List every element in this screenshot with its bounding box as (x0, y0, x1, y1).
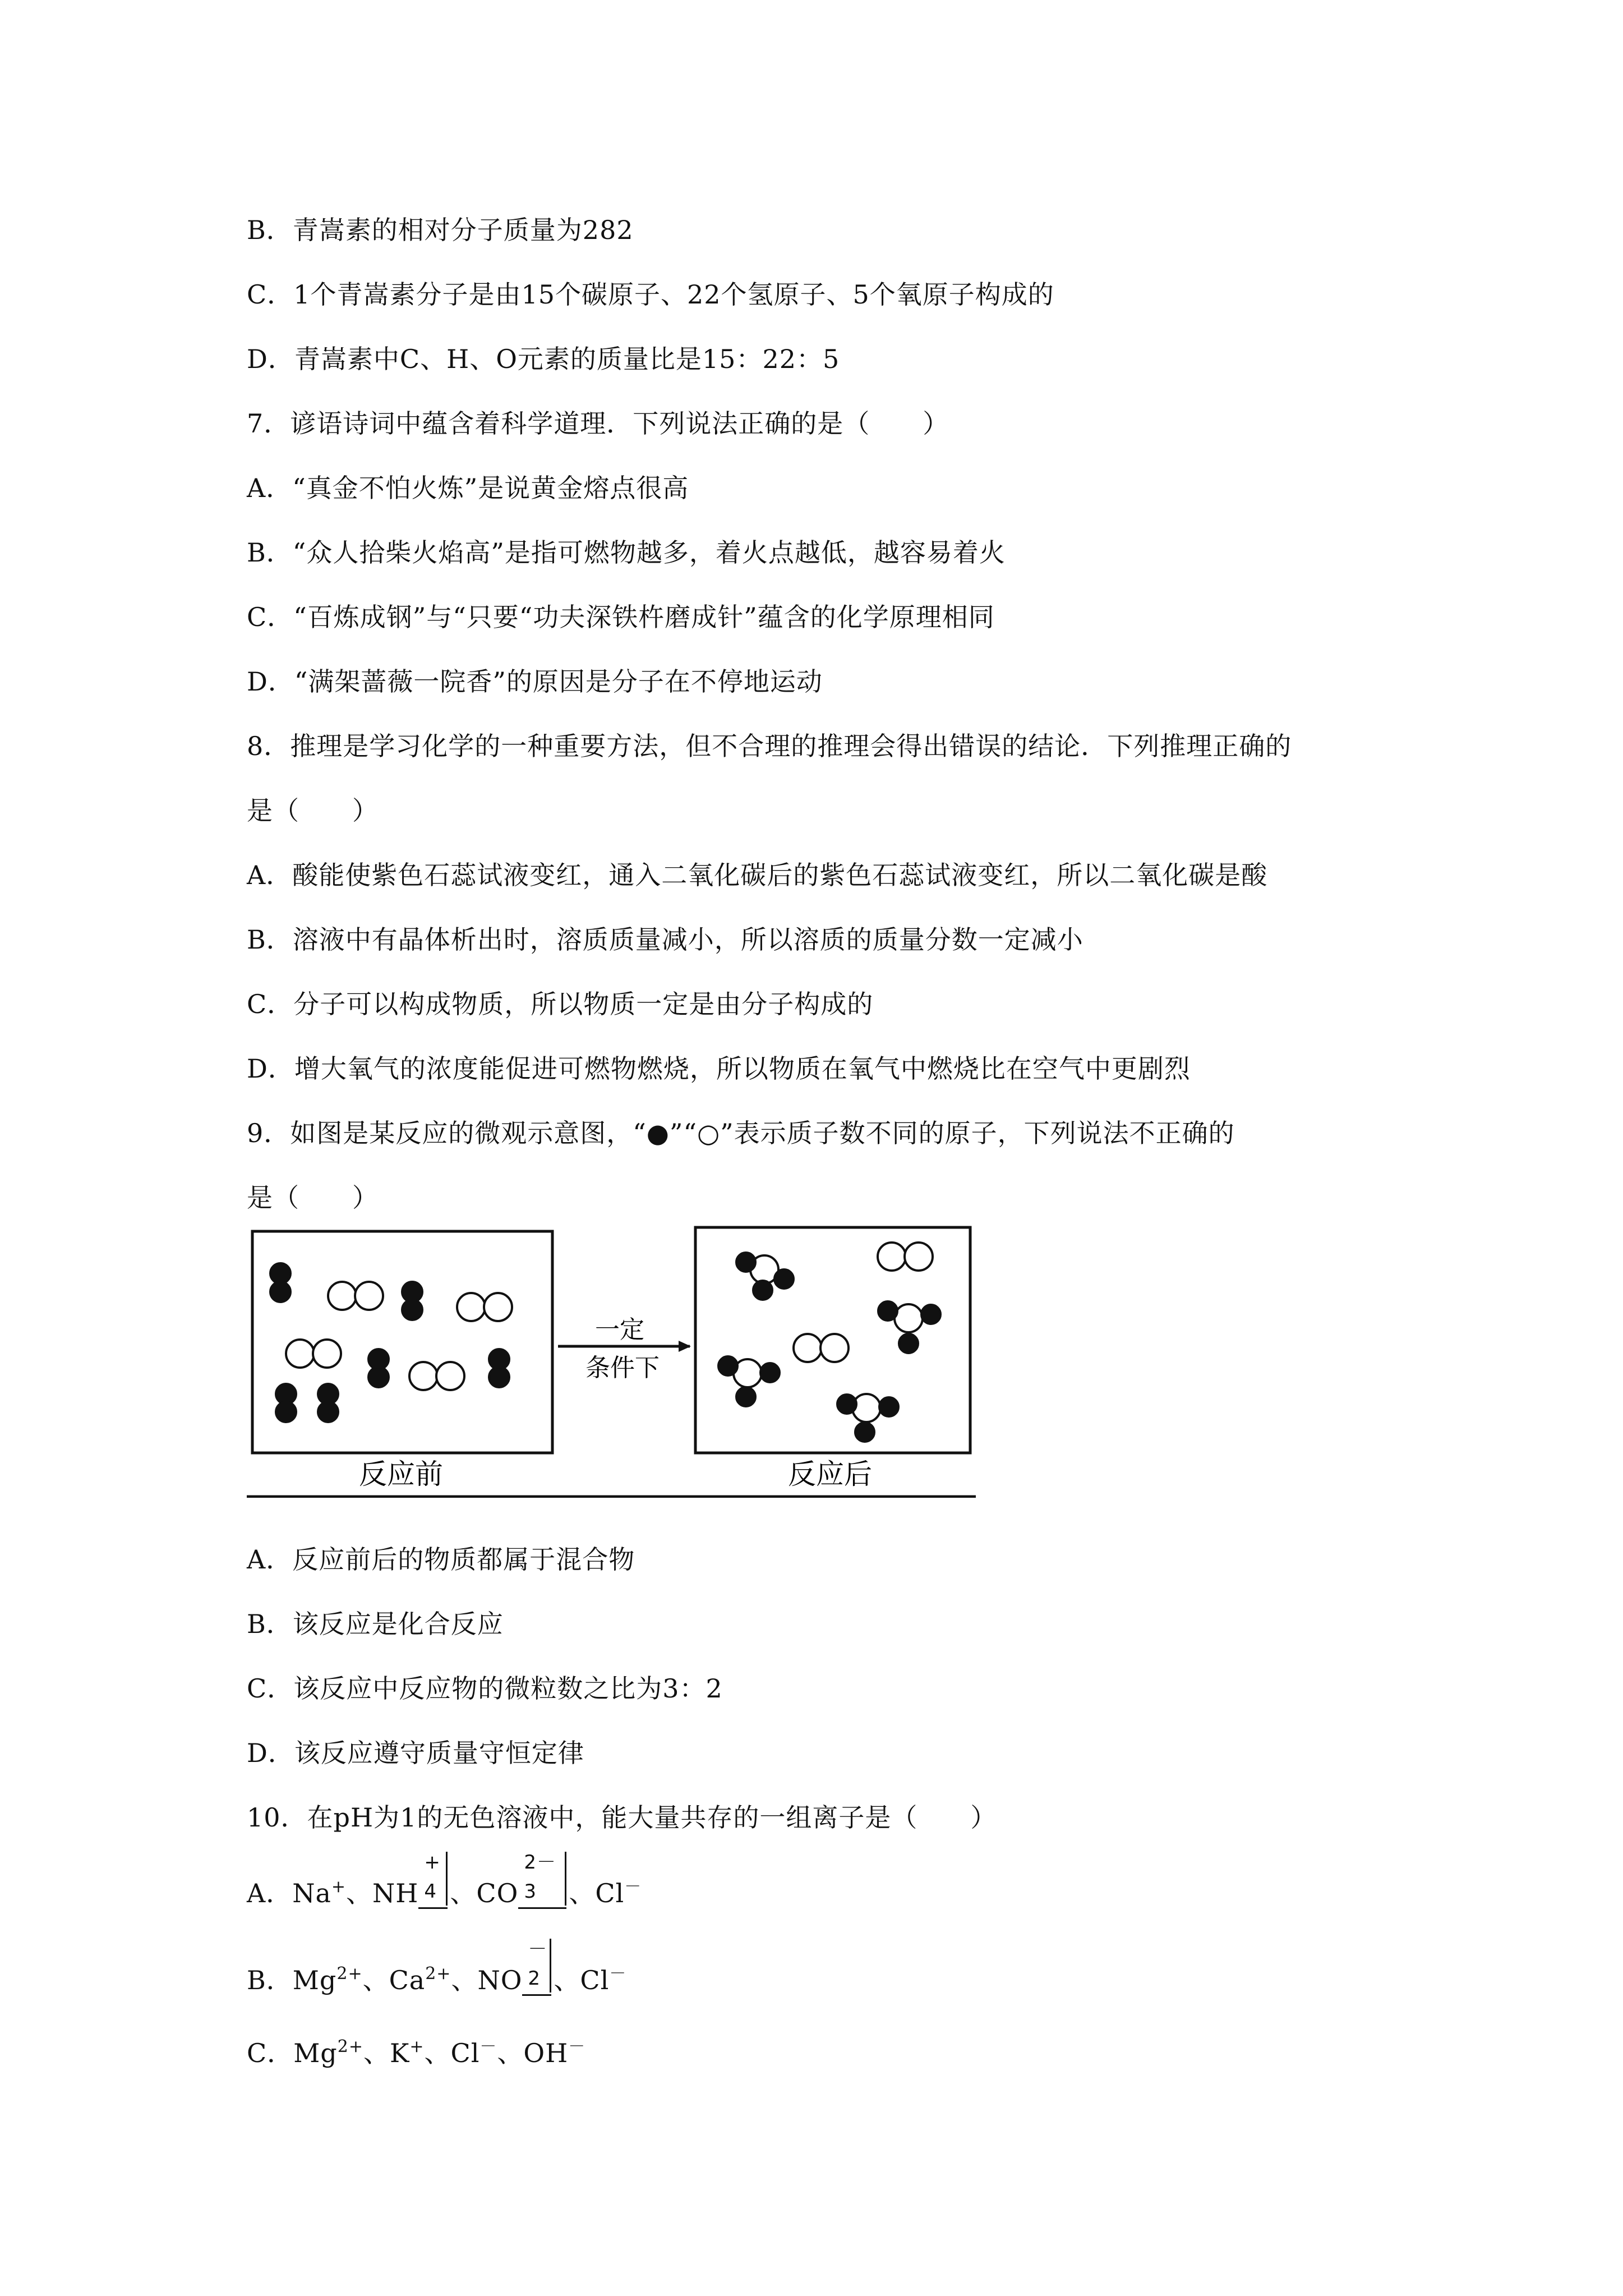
q6-option-c: C．1个青嵩素分子是由15个碳原子、22个氢原子、5个氧原子构成的 (247, 279, 1054, 310)
black-molecule (318, 1384, 338, 1422)
white-molecule (409, 1362, 464, 1390)
opt-b-sep2: 、NO (451, 1965, 523, 1995)
black-molecule (270, 1263, 291, 1302)
q9-option-a: A．反应前后的物质都属于混合物 (247, 1544, 635, 1575)
opt-c-sep2: 、Cl (424, 2038, 480, 2068)
nh-subscript: 4 (424, 1880, 437, 1903)
black-molecule (368, 1349, 389, 1387)
q8-option-c: C．分子可以构成物质，所以物质一定是由分子构成的 (247, 989, 874, 1019)
mg-charge: 2+ (336, 1964, 363, 1984)
nitrite-notation (522, 1938, 554, 1997)
q6-option-d: D．青嵩素中C、H、O元素的质量比是15：22：5 (247, 344, 840, 374)
q8-stem-line1: 8．推理是学习化学的一种重要方法，但不合理的推理会得出错误的结论．下列推理正确的 (247, 731, 1292, 761)
co-subscript: 3 (524, 1880, 537, 1903)
opt-c-prefix: C．Mg (247, 2038, 338, 2068)
q9-option-d: D．该反应遵守质量守恒定律 (247, 1738, 584, 1768)
cl-charge: － (624, 1877, 642, 1897)
opt-c-sep1: 、K (363, 2038, 410, 2068)
black-molecule (489, 1349, 509, 1387)
q8-stem-line2: 是（ ） (247, 795, 379, 826)
arrow-label-top: 一定 (595, 1315, 644, 1344)
white-molecule (794, 1334, 849, 1362)
ca-charge: 2+ (425, 1964, 451, 1984)
carbonate-notation (518, 1851, 569, 1910)
white-molecule (878, 1243, 933, 1271)
opt-a-prefix: A．Na (247, 1878, 331, 1908)
q8-option-a: A．酸能使紫色石蕊试液变红，通入二氧化碳后的紫色石蕊试液变红，所以二氧化碳是酸 (247, 860, 1268, 890)
ammonium-notation (418, 1851, 450, 1910)
cl-charge: － (479, 2037, 497, 2056)
k-charge: + (409, 2037, 425, 2056)
reaction-diagram (247, 1226, 976, 1498)
opt-a-sep3: 、Cl (569, 1878, 625, 1908)
opt-c-sep3: 、OH (497, 2038, 569, 2068)
white-molecule (286, 1340, 341, 1368)
label-after: 反应后 (788, 1458, 872, 1490)
opt-b-prefix: B．Mg (247, 1965, 337, 1995)
oh-charge: － (568, 2037, 586, 2056)
q7-option-c: C．“百炼成钢”与“只要“功夫深铁杵磨成针”蕴含的化学原理相同 (247, 602, 995, 632)
arrow-head (679, 1341, 691, 1352)
product-molecule (878, 1301, 940, 1353)
opt-a-sep2: 、CO (450, 1878, 519, 1908)
q9-option-c: C．该反应中反应物的微粒数之比为3：2 (247, 1673, 723, 1704)
cl-charge: － (609, 1964, 627, 1984)
q10-stem: 10．在pH为1的无色溶液中，能大量共存的一组离子是（ ） (247, 1802, 997, 1833)
no-charge: － (528, 1938, 548, 1961)
black-molecule (276, 1384, 296, 1422)
q7-stem: 7．谚语诗词中蕴含着科学道理．下列说法正确的是（ ） (247, 408, 949, 439)
product-molecule (718, 1356, 780, 1406)
product-molecule (736, 1253, 794, 1300)
white-molecule (457, 1293, 512, 1321)
q10-option-a (247, 1851, 642, 1910)
product-molecule (837, 1394, 898, 1442)
q9-stem-line1: 9．如图是某反应的微观示意图，“●”“○”表示质子数不同的原子，下列说法不正确的 (247, 1118, 1235, 1148)
arrow-label-bottom: 条件下 (585, 1354, 660, 1382)
q8-option-b: B．溶液中有晶体析出时，溶质质量减小，所以溶质的质量分数一定减小 (247, 924, 1083, 955)
q7-option-d: D．“满架蔷薇一院香”的原因是分子在不停地运动 (247, 666, 823, 697)
no-subscript: 2 (528, 1967, 541, 1990)
co-charge: 2－ (524, 1851, 556, 1874)
black-molecule (402, 1282, 422, 1320)
q9-option-b: B．该反应是化合反应 (247, 1609, 504, 1639)
q10-option-b (247, 1938, 627, 1997)
q7-option-a: A．“真金不怕火炼”是说黄金熔点很高 (247, 473, 689, 503)
q7-option-b: B．“众人拾柴火焰高”是指可燃物越多，着火点越低，越容易着火 (247, 537, 1006, 568)
opt-b-sep1: 、Ca (362, 1965, 426, 1995)
opt-a-sep1: 、NH (346, 1878, 419, 1908)
q10-option-c (247, 2036, 585, 2070)
q8-option-d: D．增大氧气的浓度能促进可燃物燃烧，所以物质在氧气中燃烧比在空气中更剧烈 (247, 1053, 1191, 1084)
na-charge: + (331, 1877, 347, 1897)
q9-stem-line2: 是（ ） (247, 1182, 379, 1213)
opt-b-sep3: 、Cl (554, 1965, 610, 1995)
label-before: 反应前 (359, 1458, 443, 1490)
white-molecule (328, 1282, 383, 1310)
q6-option-b: B．青嵩素的相对分子质量为282 (247, 215, 634, 245)
mg-charge: 2+ (337, 2037, 363, 2056)
nh-charge: + (424, 1851, 441, 1874)
